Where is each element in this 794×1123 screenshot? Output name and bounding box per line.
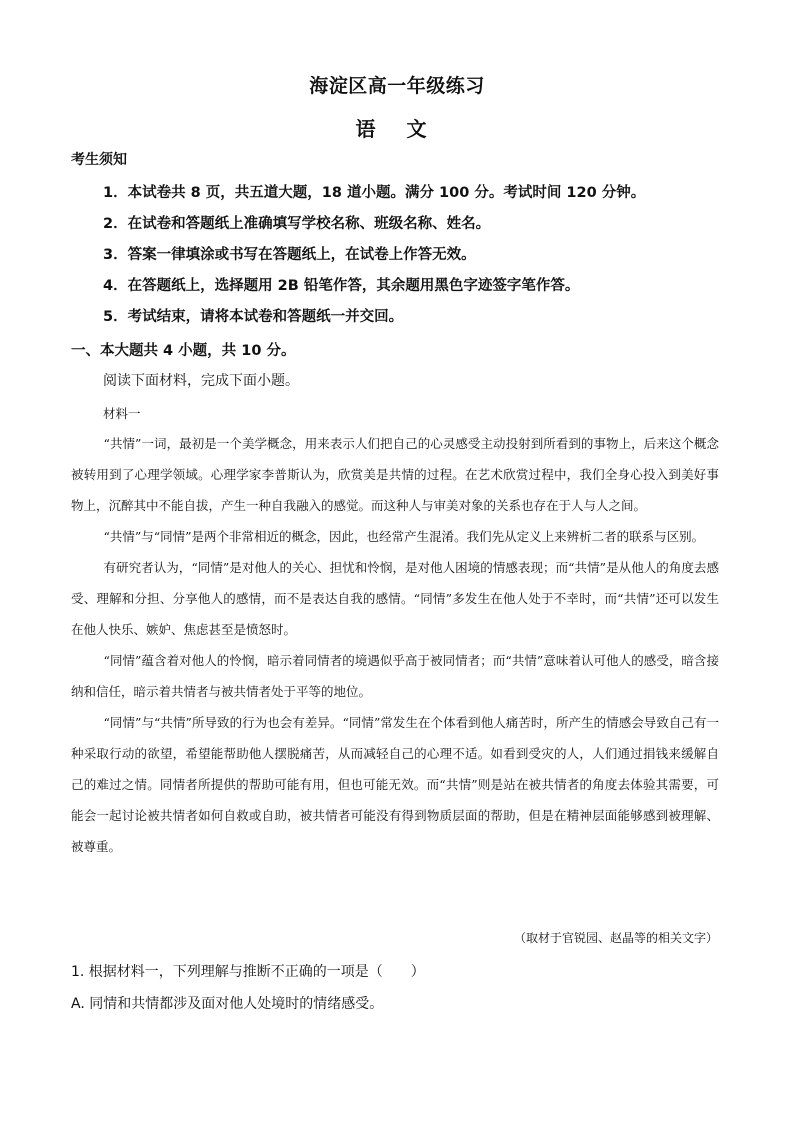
passage-paragraph: “同情”与“共情”所导致的行为也会有差异。“同情”常发生在个体看到他人痛苦时，所产生的情感会导致自己有一种采取行动的欲望，希望能帮助他人摆脱痛苦，从而减轻自己的心理不适。如看到受灾的人，人们通过捐钱来缓解自己的难过之情。同情者所提供的帮助可能有用，但也可能无效。而“共情”则是站在被共情者的角度去体验其需要，可能会一起讨论被共情者如何自救或自助，被共情者可能没有得到物质层面的帮助，但是在精神层面能够感到被理解、被尊重。: [71, 715, 719, 854]
reading-instruction: 阅读下面材料，完成下面小题。: [103, 373, 299, 389]
notice-item: 1．本试卷共 8 页，共五道大题，18 道小题。满分 100 分。考试时间 120 分钟。: [103, 185, 646, 201]
passage-paragraph: “共情”与“同情”是两个非常相近的概念，因此，也经常产生混淆。我们先从定义上来辨析二者的联系与区别。: [103, 529, 705, 544]
material-label: 材料一: [103, 406, 141, 421]
notice-list: [103, 178, 645, 333]
passage-paragraph: “共情”一词，最初是一个美学概念，用来表示人们把自己的心灵感受主动投射到所看到的事物上，后来这个概念被转用到了心理学领域。心理学家李普斯认为，欣赏美是共情的过程。在艺术欣赏过程中，我们全身心投入到美好事物上，沉醉其中不能自拔，产生一种自我融入的感觉。而这种人与审美对象的关系也存在于人与人之间。: [71, 436, 719, 513]
notice-heading: 考生须知: [71, 152, 127, 168]
passage-paragraph: “同情”蕴含着对他人的怜悯，暗示着同情者的境遇似乎高于被同情者；而“共情”意味着认可他人的感受，暗含接纳和信任，暗示着共情者与被共情者处于平等的地位。: [71, 653, 719, 699]
passage-paragraph: 有研究者认为，“同情”是对他人的关心、担忧和怜悯，是对他人困境的情感表现；而“共情”是从他人的角度去感受、理解和分担、分享他人的感情，而不是表达自我的感情。“同情”多发生在他人处于不幸时，而“共情”还可以发生在他人快乐、嫉妒、焦虑甚至是愤怒时。: [71, 560, 719, 637]
notice-item: 3．答案一律填涂或书写在答题纸上，在试卷上作答无效。: [103, 247, 476, 263]
section-heading: 一、本大题共 4 小题，共 10 分。: [71, 343, 296, 359]
notice-item: 5．考试结束，请将本试卷和答题纸一并交回。: [103, 309, 404, 325]
question-stem: 1. 根据材料一，下列理解与推断不正确的一项是（ ）: [71, 964, 425, 980]
notice-item: 4．在答题纸上，选择题用 2B 铅笔作答，其余题用黑色字迹签字笔作答。: [103, 278, 580, 294]
reading-passage: [71, 428, 719, 862]
notice-item: 2．在试卷和答题纸上准确填写学校名称、班级名称、姓名。: [103, 216, 491, 232]
exam-title: 海淀区高一年级练习: [309, 75, 485, 97]
question-option-a: A. 同情和共情都涉及面对他人处境时的情绪感受。: [71, 996, 384, 1012]
source-citation: （取材于官锐园、赵晶等的相关文字）: [513, 931, 718, 945]
subject-title: 语 文: [355, 117, 439, 141]
